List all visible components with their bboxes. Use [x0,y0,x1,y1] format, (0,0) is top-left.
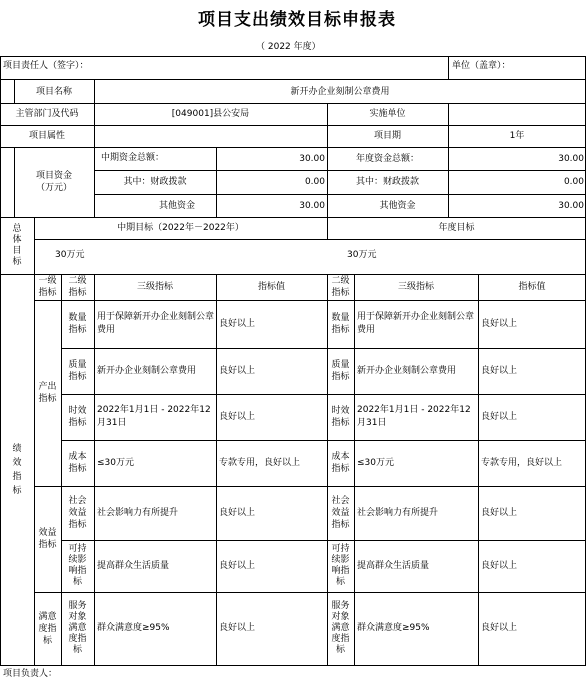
row-timeliness-lvl3-year: 2022年1月1日 - 2022年12月31日 [357,405,471,428]
mid-target-header: 中期目标（2022年－2022年） [117,223,244,233]
row-social-value-year: 良好以上 [481,507,518,518]
year-other-label: 其他资金 [379,200,416,211]
mid-total-value: 30.00 [299,153,325,164]
year-total-label: 年度资金总额： [355,153,419,164]
row-quantity-lvl3: 用于保障新开办企业刻制公章费用 [97,312,215,335]
impl-unit-label: 实施单位 [369,109,406,119]
satisfaction-indicator-label: 满意 度指 标 [38,611,57,646]
project-name-value: 新开办企业刻制公章费用 [290,86,390,97]
project-attr-value [94,125,327,147]
row-quality-value-year: 良好以上 [481,365,518,376]
row-quality-value: 良好以上 [219,365,256,376]
col-value-right: 指标值 [518,282,546,292]
col-lvl2-left: 二级 指标 [68,276,87,298]
row-cost-value: 专款专用，良好以上 [219,457,301,468]
project-period-value: 1年 [509,131,525,141]
output-indicator-label: 产出 指标 [38,382,57,404]
row-quantity-value: 良好以上 [219,318,256,329]
row-sustain-lvl3-year: 提高群众生活质量 [357,560,430,571]
col-lvl3-left: 三级指标 [136,282,173,292]
row-social-lvl2: 社会 效益 指标 [68,496,87,530]
year-total-value: 30.00 [558,153,584,164]
row-timeliness-value-year: 良好以上 [481,411,518,422]
unit-label: 单位（盖章）： [452,61,511,71]
row-cost-lvl3-year: ≤30万元 [357,457,394,468]
funds-label: 项目资金 （万元） [35,171,72,193]
col-lvl1-left: 一级 指标 [38,276,57,298]
row-sustain-value-year: 良好以上 [481,560,518,571]
row-social-value: 良好以上 [219,507,256,518]
benefit-indicator-label: 效益 指标 [38,528,57,550]
year-other-value: 30.00 [558,200,584,211]
row-timeliness-value: 良好以上 [219,411,256,422]
row-sustain-lvl3: 提高群众生活质量 [97,560,170,571]
row-sustain-lvl2: 可持 续影 响指 标 [68,544,87,587]
perf-label: 绩 效 指 标 [12,443,22,496]
year-target-header: 年度目标 [438,223,475,233]
project-name-label: 项目名称 [35,86,72,97]
mid-target-text: 30万元 [55,249,85,260]
row-satisfaction-lvl2: 服务 对象 满意 度指 标 [68,601,87,655]
row-quantity-value-year: 良好以上 [481,318,518,329]
row-satisfaction-lvl3-year: 群众满意度≥95% [357,623,430,633]
row-sustain-value: 良好以上 [219,560,256,571]
row-satisfaction-lvl2-year: 服务 对象 满意 度指 标 [331,601,350,655]
row-quantity-lvl3-year: 用于保障新开办企业刻制公章费用 [357,312,475,335]
row-timeliness-lvl2-year: 时效 指标 [331,406,350,428]
row-timeliness-lvl3: 2022年1月1日 - 2022年12月31日 [97,405,211,428]
mid-other-label: 其他资金 [158,200,195,211]
mid-fiscal-value: 0.00 [304,177,325,187]
row-social-lvl2-year: 社会 效益 指标 [331,496,350,530]
col-lvl3-right: 三级指标 [397,282,434,292]
row-satisfaction-value-year: 良好以上 [481,623,518,633]
row-satisfaction-value: 良好以上 [219,623,256,633]
dept-label: 主管部门及代码 [15,109,79,119]
mid-fiscal-label: 其中：财政拨款 [123,177,187,187]
project-period-label: 项目期 [373,131,401,141]
page-title: 项目支出绩效目标申报表 [198,10,396,30]
year-fiscal-label: 其中：财政拨款 [355,177,419,187]
mid-total-label: 中期资金总额： [101,153,165,163]
row-quality-lvl2-year: 质量 指标 [331,360,350,382]
row-cost-lvl2-year: 成本 指标 [331,452,350,474]
row-cost-value-year: 专款专用，良好以上 [481,457,563,468]
row-timeliness-lvl2: 时效 指标 [68,406,87,428]
impl-unit-value [448,103,586,125]
leader-label: 项目负责人： [3,669,58,679]
row-social-lvl3-year: 社会影响力有所提升 [357,507,439,518]
col-value-left: 指标值 [257,282,285,292]
overall-target-label: 总 体 目 标 [12,223,22,267]
row-quality-lvl3-year: 新开办企业刻制公章费用 [357,365,457,376]
responsible-label: 项目责任人（签字）： [3,61,89,71]
col-lvl2-right: 二级 指标 [331,276,350,298]
row-satisfaction-lvl3: 群众满意度≥95% [97,623,170,633]
row-cost-lvl2: 成本 指标 [68,452,87,474]
project-attr-label: 项目属性 [28,131,65,141]
row-quantity-lvl2-year: 数量 指标 [331,313,350,335]
row-social-lvl3: 社会影响力有所提升 [97,507,179,518]
dept-value: [049001]县公安局 [171,109,250,119]
year-line: （ 2022 年度） [256,42,321,52]
year-fiscal-value: 0.00 [563,177,584,187]
row-quantity-lvl2: 数量 指标 [68,313,87,335]
row-quality-lvl2: 质量 指标 [68,360,87,382]
row-sustain-lvl2-year: 可持 续影 响指 标 [331,544,350,587]
mid-other-value: 30.00 [299,200,325,211]
year-target-text: 30万元 [347,249,377,260]
row-quality-lvl3: 新开办企业刻制公章费用 [97,365,197,376]
row-cost-lvl3: ≤30万元 [97,457,134,468]
